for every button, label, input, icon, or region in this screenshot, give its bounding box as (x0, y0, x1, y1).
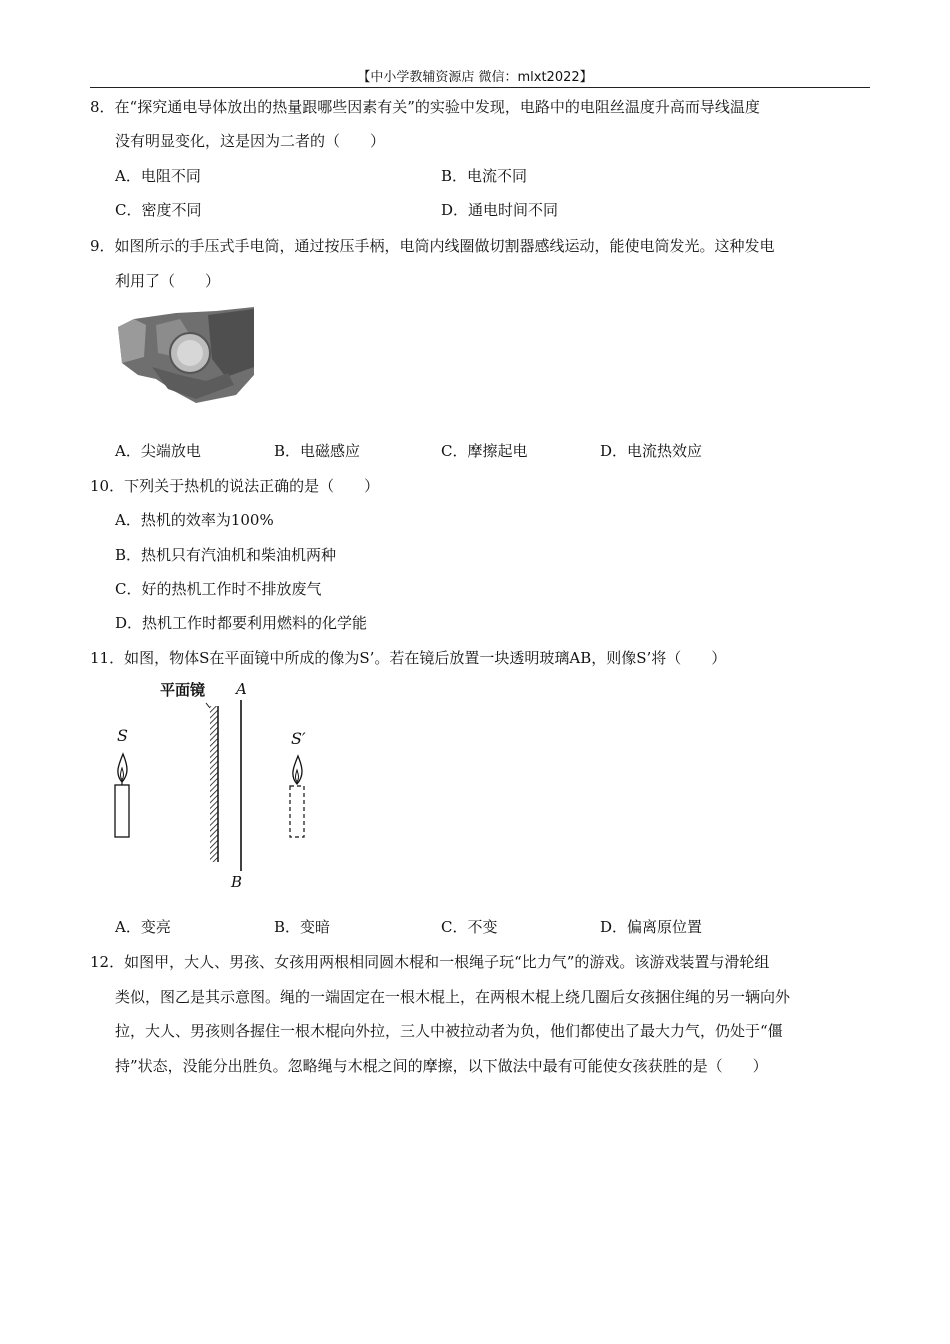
mirror-diagram (108, 678, 308, 890)
q9-option-c: C．摩擦起电 (441, 442, 528, 460)
q8-option-d: D．通电时间不同 (441, 201, 559, 219)
q11-stem: 11．如图，物体S在平面镜中所成的像为S’。若在镜后放置一块透明玻璃AB，则像S’将（ ） (90, 649, 727, 667)
q10-option-c: C．好的热机工作时不排放废气 (115, 580, 322, 598)
q9-stem-line1: 9．如图所示的手压式手电筒，通过按压手柄，电筒内线圈做切割器感线运动，能使电筒发光。这种发电 (90, 237, 775, 255)
q10-option-b: B．热机只有汽油机和柴油机两种 (115, 546, 337, 564)
object-label-s: S (117, 726, 128, 745)
candle-image (290, 756, 304, 837)
q11-option-d: D．偏离原位置 (600, 918, 703, 936)
mirror-label: 平面镜 (160, 681, 206, 699)
glass-label-a: A (236, 680, 247, 698)
mirror-hatching (210, 706, 218, 862)
image-label-s-prime: S′ (291, 729, 306, 748)
q8-option-c: C．密度不同 (115, 201, 202, 219)
q10-option-d: D．热机工作时都要利用燃料的化学能 (115, 614, 368, 632)
q8-option-b: B．电流不同 (441, 167, 528, 185)
q12-stem-line4: 持”状态，没能分出胜负。忽略绳与木棍之间的摩擦，以下做法中最有可能使女孩获胜的是（ ） (115, 1057, 768, 1075)
q8-stem-line1: 8．在“探究通电导体放出的热量跟哪些因素有关”的实验中发现，电路中的电阻丝温度升高而导线温度 (90, 98, 760, 116)
header-rule (90, 87, 870, 88)
q9-stem-line2: 利用了（ ） (115, 272, 221, 290)
q10-stem: 10．下列关于热机的说法正确的是（ ） (90, 477, 380, 495)
q9-option-b: B．电磁感应 (274, 442, 361, 460)
q12-stem-line1: 12．如图甲，大人、男孩、女孩用两根相同圆木棍和一根绳子玩“比力气”的游戏。该游戏装置与滑轮组 (90, 953, 770, 971)
page-header: 【中小学教辅资源店 微信：mlxt2022】 (357, 70, 593, 85)
glass-label-b: B (231, 873, 243, 890)
q12-stem-line2: 类似，图乙是其示意图。绳的一端固定在一根木棍上，在两根木棍上绕几圈后女孩捆住绳的另一辆向外 (115, 988, 791, 1006)
hand-flashlight-image (116, 305, 254, 405)
q9-option-a: A．尖端放电 (115, 442, 201, 460)
q8-stem-line2: 没有明显变化，这是因为二者的（ ） (115, 132, 386, 150)
q8-option-a: A．电阻不同 (115, 167, 201, 185)
candle-object (115, 754, 129, 837)
q11-option-a: A．变亮 (115, 918, 171, 936)
q11-option-c: C．不变 (441, 918, 498, 936)
q11-option-b: B．变暗 (274, 918, 331, 936)
q12-stem-line3: 拉，大人、男孩则各握住一根木棍向外拉，三人中被拉动者为负，他们都使出了最大力气，仍处于“僵 (115, 1022, 783, 1040)
q9-option-d: D．电流热效应 (600, 442, 703, 460)
q10-option-a: A．热机的效率为100% (115, 511, 274, 529)
